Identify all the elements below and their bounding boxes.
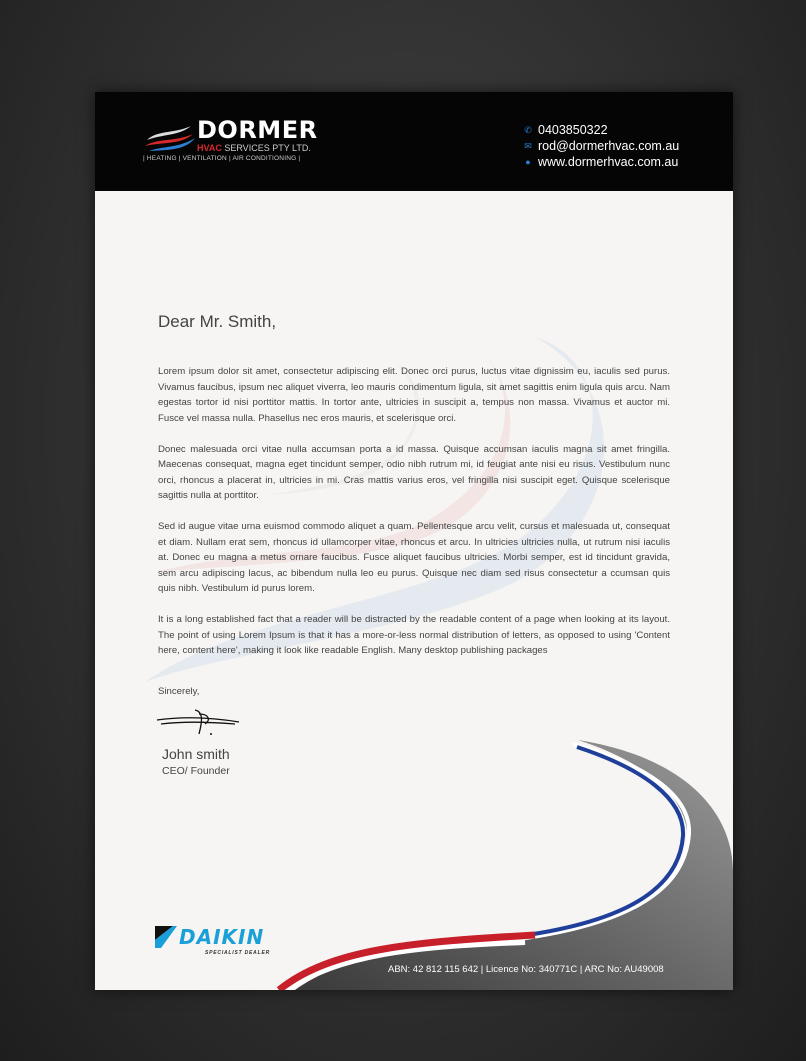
daikin-logo [155, 926, 285, 960]
website-link[interactable]: www.dormerhvac.com.au [538, 155, 679, 169]
daikin-subtitle: SPECIALIST DEALER [205, 950, 270, 956]
email-link[interactable]: rod@dormerhvac.com.au [538, 139, 680, 153]
paragraph: Sed id augue vitae urna euismod commodo aliquet a quam. Pellentesque arcu velit, cursus et malesuada ut, consequat et diam. Nullam erat sem, rhoncus id ullamcorper vitae, rhoncus et arcu. In ultricies ultricies nulla, ut rutrum nisi iaculis at. Donec eu magna a metus ornare faucibus. Fusce aliquet faucibus ultricies. Morbi semper, est id tincidunt gravida, sem arcu adipiscing lacus, ac bibendum nulla leo eu purus. Quisque nec diam sed risus consectetur a ccumsan quis quis nibh. Vestibulum id purus lorem. [158, 521, 670, 594]
paragraph: Lorem ipsum dolor sit amet, consectetur adipiscing elit. Donec orci purus, luctus vitae dignissim eu, iaculis sed purus. Vivamus faucibus, ipsum nec aliquet viverra, leo mauris condimentum ligula, sit amet sagittis enim ligula quis arcu. Nam egestas tortor id nisi porttitor mattis. In tortor ante, ultricies in suscipit a, tempus non massa. Vivamus et auctor mi. Fusce vel massa nulla. Phasellus nec eros mauris, et scelerisque orci. [158, 366, 670, 424]
signer-name: John smith [162, 746, 230, 762]
phone-icon: ✆ [524, 125, 532, 135]
phone-number: 0403850322 [538, 123, 608, 137]
brand-tagline: | HEATING | VENTILATION | AIR CONDITIONING | [143, 155, 301, 162]
registration-info: ABN: 42 812 115 642 | Licence No: 340771C | ARC No: AU49008 [388, 964, 664, 975]
paragraph: It is a long established fact that a reader will be distracted by the readable content of a page when looking at its layout. The point of using Lorem Ipsum is that it has a more-or-less normal distribution of letters, as opposed to using 'Content here, content here', making it look like readable English. Many desktop publishing packages [158, 614, 670, 656]
brand-subtitle: HVAC SERVICES PTY LTD. [197, 143, 311, 153]
salutation: Dear Mr. Smith, [158, 312, 277, 331]
paragraph: Donec malesuada orci vitae nulla accumsan porta a id massa. Quisque accumsan iaculis magna sit amet fringilla. Maecenas consequat, magna eget tincidunt semper, odio nibh rutrum mi, id feugiat ante nisi eu risus. Vestibulum nunc orci, rhoncus a placerat in, ultricies in mi. Cras mattis varius eros, vel fringilla nisi suscipit eget. Quisque scelerisque sagittis nulla at porttitor. [158, 443, 670, 501]
letterhead-page [95, 92, 733, 990]
brand-name: DORMER [197, 116, 318, 144]
globe-icon: ● [525, 157, 531, 167]
footer-swoosh [95, 92, 733, 990]
closing: Sincerely, [158, 686, 200, 697]
daikin-wordmark: DAIKIN [179, 925, 265, 949]
mail-icon: ✉ [524, 141, 532, 151]
signer-title: CEO/ Founder [162, 765, 230, 777]
